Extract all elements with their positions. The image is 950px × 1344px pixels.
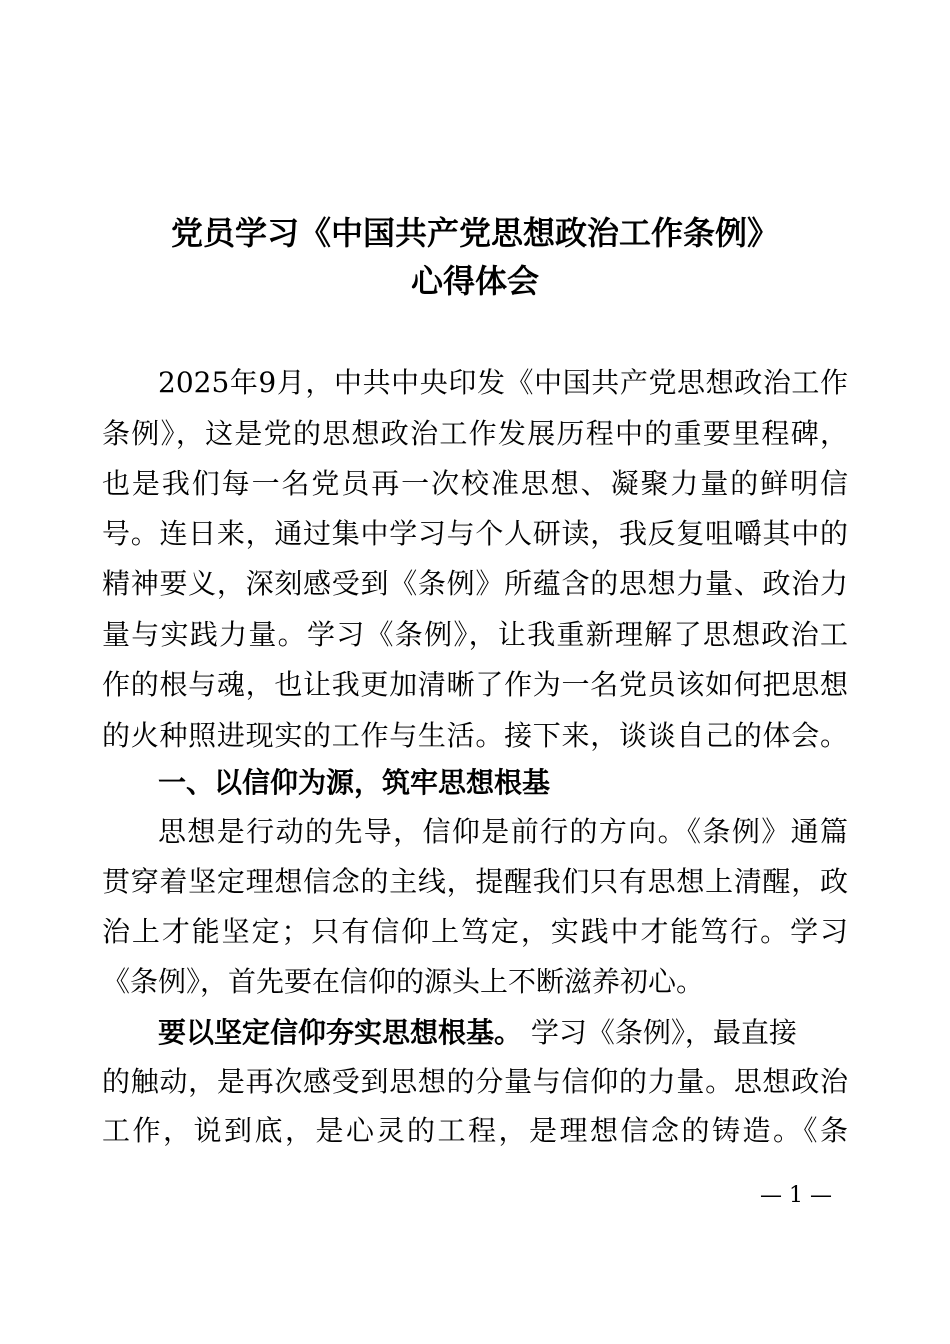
text-line: 条例》，这是党的思想政治工作发展历程中的重要里程碑，	[102, 417, 848, 450]
text-line: 号。连日来，通过集中学习与个人研读，我反复咀嚼其中的	[102, 517, 848, 550]
text-line: 量与实践力量。学习《条例》，让我重新理解了思想政治工	[102, 618, 848, 651]
text-line: 作的根与魂，也让我更加清晰了作为一名党员该如何把思想	[102, 668, 848, 701]
text-line: 也是我们每一名党员再一次校准思想、凝聚力量的鲜明信	[102, 467, 848, 500]
text-line: 贯穿着坚定理想信念的主线，提醒我们只有思想上清醒，政	[102, 865, 848, 898]
section-heading: 一、以信仰为源，筑牢思想根基	[158, 766, 551, 799]
text-line: 《条例》，首先要在信仰的源头上不断滋养初心。	[102, 965, 705, 998]
text-line: 治上才能坚定；只有信仰上笃定，实践中才能笃行。学习	[102, 915, 848, 948]
text-line: 精神要义，深刻感受到《条例》所蕴含的思想力量、政治力	[102, 567, 848, 600]
text-line: 工作，说到底，是心灵的工程，是理想信念的铸造。《条	[102, 1114, 848, 1147]
text-line: 思想是行动的先导，信仰是前行的方向。《条例》通篇	[158, 815, 848, 848]
text-line: 的触动，是再次感受到思想的分量与信仰的力量。思想政治	[102, 1065, 848, 1098]
page-number: — 1 —	[760, 1183, 832, 1208]
title-line-1: 党员学习《中国共产党思想政治工作条例》	[170, 214, 779, 252]
text-span: 学习《条例》，最直接	[522, 1016, 797, 1049]
text-line: 2025年9月，中共中央印发《中国共产党思想政治工作	[158, 366, 848, 399]
text-line	[158, 1015, 848, 1051]
text-line: 的火种照进现实的工作与生活。接下来，谈谈自己的体会。	[102, 719, 848, 752]
bold-lead-sentence: 要以坚定信仰夯实思想根基。	[158, 1016, 523, 1049]
title-line-2: 心得体会	[410, 262, 539, 300]
